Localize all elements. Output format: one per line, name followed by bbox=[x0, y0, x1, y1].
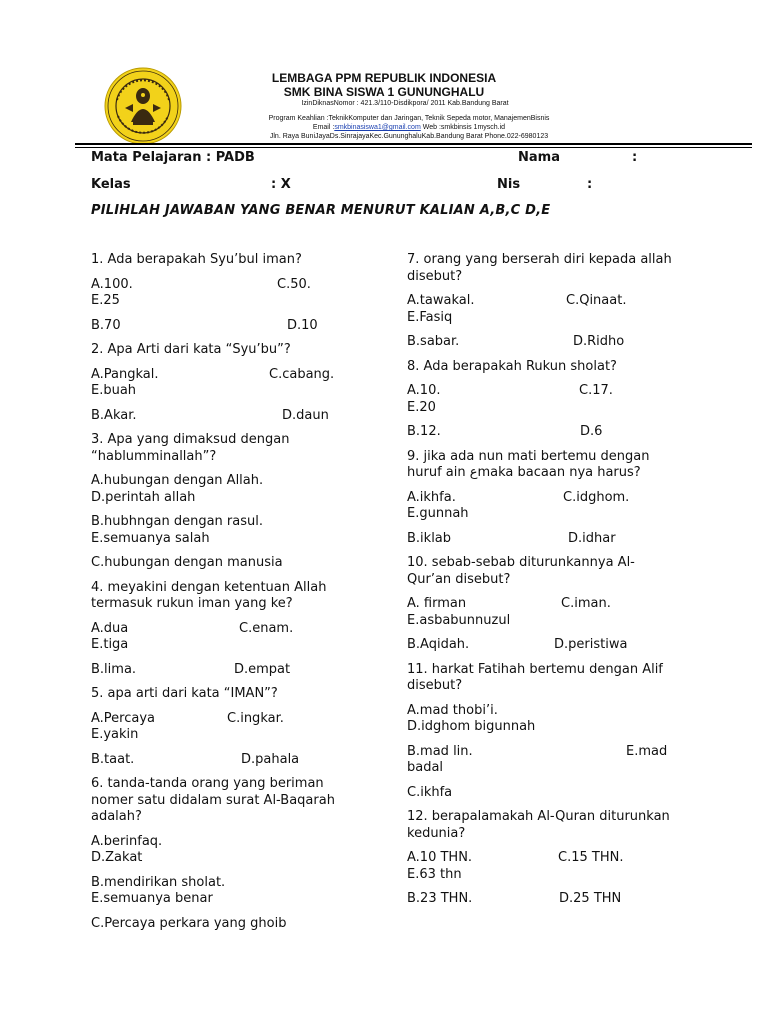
option: A.10 THN. bbox=[407, 850, 473, 865]
option: D.pahala bbox=[241, 751, 300, 767]
option: C.enam. bbox=[239, 620, 294, 636]
options-row bbox=[91, 834, 369, 867]
question-5: 5. apa arti dari kata “IMAN”? bbox=[91, 686, 278, 701]
question-9: 9. jika ada nun mati bertemu dengan huruf ain عmaka bacaan nya harus? bbox=[407, 448, 650, 480]
address-line: Jln. Raya BuniJayaDs.SinrajayaKec.GununghaluKab.Bandung Barat Phone.022-6980123 bbox=[269, 133, 549, 140]
option: A.10. bbox=[407, 383, 441, 398]
options-row bbox=[91, 662, 369, 679]
options-row bbox=[91, 277, 369, 310]
question-2: 2. Apa Arti dari kata “Syu’bu”? bbox=[91, 342, 291, 357]
options-row bbox=[407, 424, 679, 441]
license-number: IzinDiknasNomor : 421.3/110-Disdikpora/ 2011 Kab.Bandung Barat bbox=[301, 100, 509, 107]
option: D.idghom bigunnah bbox=[407, 719, 536, 734]
option: B.12. bbox=[407, 424, 441, 439]
question-4: 4. meyakini dengan ketentuan Allah termasuk rukun iman yang ke? bbox=[91, 579, 327, 611]
right-column bbox=[407, 252, 679, 916]
option: C.17. bbox=[579, 383, 613, 398]
option: A.mad thobi’i. bbox=[407, 702, 498, 718]
option: A.100. bbox=[91, 276, 133, 292]
options-row bbox=[407, 891, 679, 908]
options-row bbox=[407, 596, 679, 629]
instruction: PILIHLAH JAWABAN YANG BENAR MENURUT KALIAN A,B,C D,E bbox=[91, 203, 551, 218]
option: C.ikhfa bbox=[407, 784, 453, 800]
option: B.hubhngan dengan rasul. bbox=[91, 514, 263, 529]
option: D.6 bbox=[580, 424, 603, 439]
options-row bbox=[91, 621, 369, 654]
question-8: 8. Ada berapakah Rukun sholat? bbox=[407, 358, 617, 374]
email-label: Email : bbox=[312, 124, 335, 131]
option: E.Fasiq bbox=[407, 309, 453, 325]
option: D.Ridho bbox=[573, 334, 625, 349]
email-link[interactable]: smkbinasiswa1@gmail.com bbox=[334, 124, 421, 131]
option: D.Zakat bbox=[91, 850, 143, 865]
option: A.berinfaq. bbox=[91, 833, 163, 849]
option: A.dua bbox=[91, 620, 129, 636]
option: D.peristiwa bbox=[554, 637, 628, 652]
options-row bbox=[407, 744, 679, 777]
subject-label: Mata Pelajaran : PADB bbox=[91, 150, 255, 165]
program-list: Program Keahlian :TeknikKomputer dan Jaringan, Teknik Sepeda motor, ManajemenBisnis bbox=[268, 115, 550, 122]
option: D.25 THN bbox=[559, 891, 622, 906]
options-row bbox=[407, 637, 679, 654]
option: B.iklab bbox=[407, 530, 452, 546]
option: B.Aqidah. bbox=[407, 637, 470, 652]
options-row bbox=[407, 703, 679, 736]
option: E.semuanya salah bbox=[91, 530, 210, 546]
question-11: 11. harkat Fatihah bertemu dengan Alif disebut? bbox=[407, 661, 663, 693]
option: E.25 bbox=[91, 293, 120, 308]
option: A.tawakal. bbox=[407, 293, 475, 308]
question-10: 10. sebab-sebab diturunkannya Al-Qur’an disebut? bbox=[407, 555, 635, 587]
question-1: 1. Ada berapakah Syu’bul iman? bbox=[91, 252, 302, 267]
option: B.sabar. bbox=[407, 334, 460, 349]
option: D.10 bbox=[287, 317, 318, 333]
option: D.perintah allah bbox=[91, 489, 196, 505]
options-row bbox=[91, 514, 369, 547]
header-divider-thin bbox=[75, 147, 752, 148]
options-row bbox=[91, 473, 369, 506]
option: D.empat bbox=[234, 661, 291, 677]
option: B.mad lin. bbox=[407, 743, 473, 759]
question-7: 7. orang yang berserah diri kepada allah disebut? bbox=[407, 252, 672, 284]
option: E.buah bbox=[91, 383, 137, 398]
options-row bbox=[91, 752, 369, 769]
class-label: Kelas bbox=[91, 177, 131, 192]
options-row bbox=[407, 293, 679, 326]
options-row bbox=[91, 555, 369, 572]
header-divider-thick bbox=[75, 143, 752, 145]
nis-colon: : bbox=[587, 177, 593, 192]
contact-line bbox=[0, 124, 768, 131]
options-row bbox=[407, 490, 679, 523]
class-value: : X bbox=[271, 177, 291, 192]
options-row bbox=[407, 531, 679, 548]
option: E.63 thn bbox=[407, 866, 462, 882]
options-row bbox=[407, 785, 679, 802]
options-row bbox=[91, 711, 369, 744]
option: A.ikhfa. bbox=[407, 489, 456, 505]
option: C.50. bbox=[277, 276, 311, 292]
options-row bbox=[407, 383, 679, 416]
option: D.idhar bbox=[568, 530, 616, 546]
option: A.hubungan dengan Allah. bbox=[91, 473, 264, 488]
question-6: 6. tanda-tanda orang yang beriman nomer satu didalam surat Al-Baqarah adalah? bbox=[91, 776, 335, 824]
option: A.Percaya bbox=[91, 710, 156, 726]
option: C.hubungan dengan manusia bbox=[91, 555, 283, 570]
option: B.70 bbox=[91, 317, 121, 333]
option: C.15 THN. bbox=[558, 850, 624, 865]
option: E.yakin bbox=[91, 727, 139, 742]
options-row bbox=[91, 916, 369, 933]
options-row bbox=[407, 850, 679, 883]
options-row bbox=[407, 334, 679, 351]
option: C.idghom. bbox=[563, 489, 630, 505]
options-row bbox=[91, 875, 369, 908]
option: C.iman. bbox=[561, 596, 611, 611]
option: E.gunnah bbox=[407, 506, 469, 521]
option: A.Pangkal. bbox=[91, 366, 159, 382]
options-row bbox=[91, 408, 369, 425]
question-3: 3. Apa yang dimaksud dengan “hablumminallah”? bbox=[91, 432, 290, 464]
option: B.mendirikan sholat. bbox=[91, 874, 226, 890]
option: B.23 THN. bbox=[407, 891, 473, 906]
option: E.asbabunnuzul bbox=[407, 612, 511, 628]
option: C.Percaya perkara yang ghoib bbox=[91, 915, 287, 931]
option: A. firman bbox=[407, 596, 467, 611]
option: B.Akar. bbox=[91, 407, 137, 423]
name-label: Nama bbox=[518, 150, 560, 165]
option: B.taat. bbox=[91, 751, 135, 767]
web-address: Web :smkbinsis 1mysch.id bbox=[420, 124, 506, 131]
option: D.daun bbox=[282, 407, 329, 423]
school-name: SMK BINA SISWA 1 GUNUNGHALU bbox=[283, 85, 485, 99]
option: C.cabang. bbox=[269, 366, 335, 382]
option: C.ingkar. bbox=[227, 710, 284, 726]
option: B.lima. bbox=[91, 661, 137, 677]
question-12: 12. berapalamakah Al-Quran diturunkan kedunia? bbox=[407, 809, 670, 841]
name-colon: : bbox=[632, 150, 638, 165]
options-row bbox=[91, 318, 369, 335]
option: E.tiga bbox=[91, 637, 129, 652]
institution-name: LEMBAGA PPM REPUBLIK INDONESIA bbox=[271, 71, 497, 85]
options-row bbox=[91, 367, 369, 400]
nis-label: Nis bbox=[497, 177, 521, 192]
option: E.mad badal bbox=[407, 743, 668, 775]
option: E.semuanya benar bbox=[91, 891, 213, 906]
option: C.Qinaat. bbox=[566, 293, 627, 308]
option: E.20 bbox=[407, 399, 436, 415]
left-column bbox=[91, 252, 369, 940]
